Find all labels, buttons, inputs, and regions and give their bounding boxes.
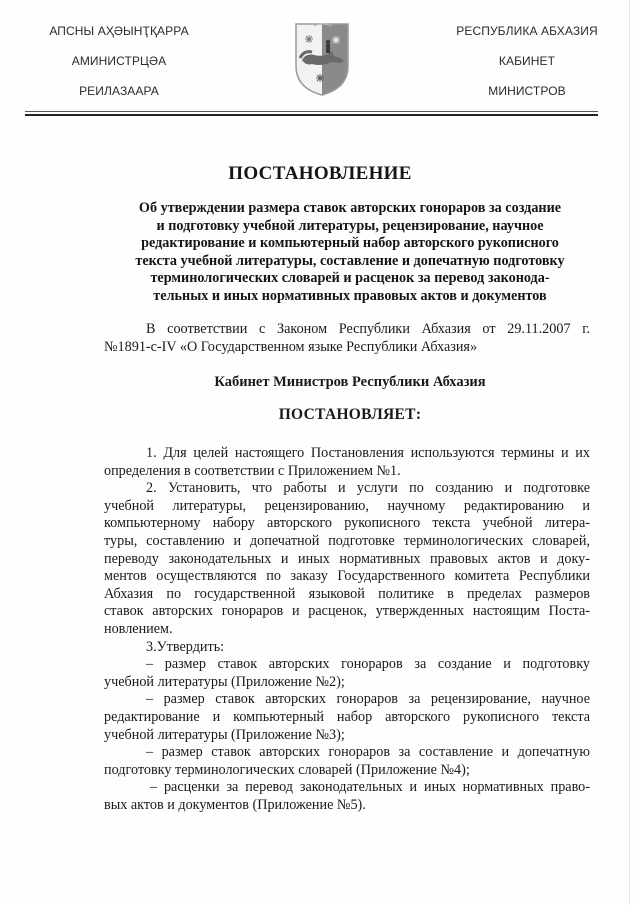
- body-line: Абхазия по государственной языковой политике в пределах размеров: [104, 585, 590, 602]
- clause-3-item-2-cont: [104, 709, 590, 727]
- decree-heading: ПОСТАНОВЛЯЕТ:: [278, 406, 422, 423]
- body-line: учебной литературы (Приложение №3);: [104, 726, 345, 743]
- body-line: учебной литературы, рецензированию, научному редактированию и: [104, 497, 590, 514]
- header-left-line-3: РЕИЛАЗААРА: [79, 84, 159, 98]
- clause-3-item-1-cont: [104, 674, 590, 692]
- body-line: определения в соответствии с Приложением №1.: [104, 462, 401, 479]
- clause-2-cont: [104, 586, 590, 604]
- clause-2-cont: [104, 568, 590, 586]
- body-line: переводу законодательных и иных нормативных правовых актов и доку-: [104, 550, 590, 567]
- clause-3-item-3: [104, 744, 590, 762]
- clause-2-cont: [104, 533, 590, 551]
- body-line: редактирование и компьютерный набор авторского рукописного текста: [104, 708, 590, 725]
- preamble-line: №1891-с-IV «О Государственном языке Республики Абхазия»: [104, 338, 478, 355]
- clause-2-cont: [104, 498, 590, 516]
- clause-3-item-2: [104, 691, 590, 709]
- clause-3: [104, 639, 590, 657]
- header-right-line-2: КАБИНЕТ: [498, 54, 556, 68]
- body-line: – размер ставок авторских гонораров за рецензирование, научное: [146, 691, 590, 708]
- preamble: [104, 321, 590, 356]
- body-line: новлением.: [104, 620, 173, 637]
- document-subject: [110, 200, 590, 306]
- body-line: ставок авторских гонораров и расценок, утвержденных настоящим Поста-: [104, 603, 590, 620]
- clause-1: [104, 445, 590, 463]
- header-russian: [422, 20, 632, 110]
- body-line: вых актов и документов (Приложение №5).: [104, 796, 366, 813]
- subject-line: и подготовку учебной литературы, рецензирование, научное: [156, 217, 544, 234]
- header-right-line-3: МИНИСТРОВ: [488, 84, 566, 98]
- body-line: 2. Установить, что работы и услуги по созданию и подготовке: [146, 480, 590, 497]
- coat-of-arms-icon: [292, 20, 352, 98]
- clause-2-cont: [104, 551, 590, 569]
- clause-2-cont: [104, 515, 590, 533]
- clause-3-item-4-cont: [104, 797, 590, 815]
- body-line: – расценки за перевод законодательных и иных нормативных право-: [150, 779, 590, 796]
- document-title: ПОСТАНОВЛЕНИЕ: [228, 163, 412, 184]
- header-right-line-1: РЕСПУБЛИКА АБХАЗИЯ: [456, 24, 598, 38]
- header-divider-thick: [25, 114, 598, 116]
- clause-1-cont: [104, 463, 590, 481]
- clause-2: [104, 480, 590, 498]
- subject-line: терминологических словарей и расценок за перевод законода-: [150, 270, 550, 287]
- body-line: компьютерному набору авторского рукописного текста учебной литера-: [104, 515, 590, 532]
- preamble-line: В соответствии с Законом Республики Абхазия от 29.11.2007 г.: [146, 321, 590, 337]
- body-line: туры, составлению и допечатной подготовке терминологических словарей,: [104, 532, 590, 549]
- body-line: ментов осуществляются по заказу Государственного комитета Республики: [104, 568, 590, 585]
- clause-3-item-1: [104, 656, 590, 674]
- clause-3-item-2-cont: [104, 727, 590, 745]
- subject-line: редактирование и компьютерный набор авторского рукописного: [141, 235, 559, 252]
- body-line: – размер ставок авторских гонораров за создание и подготовку: [146, 656, 590, 673]
- clause-2-cont: [104, 603, 590, 621]
- header-left-line-1: АПСНЫ АҲӘЫНҬҚАРРА: [49, 24, 189, 38]
- header-left-line-2: АМИНИСТРЦӘА: [71, 54, 167, 68]
- header-abkhaz: [14, 20, 224, 110]
- header-divider-thin: [25, 111, 598, 112]
- clause-3-item-3-cont: [104, 762, 590, 780]
- body-line: учебной литературы (Приложение №2);: [104, 673, 345, 690]
- subject-line: Об утверждении размера ставок авторских гонораров за создание: [138, 200, 562, 216]
- document-body: [104, 445, 590, 814]
- subject-line: тельных и иных нормативных правовых актов и документов: [153, 287, 547, 304]
- subject-line: текста учебной литературы, составление и допечатную подготовку: [135, 252, 565, 269]
- clause-2-cont: [104, 621, 590, 639]
- body-line: подготовку терминологических словарей (Приложение №4);: [104, 761, 470, 778]
- body-line: 3.Утвердить:: [146, 638, 225, 655]
- body-line: – размер ставок авторских гонораров за составление и допечатную: [146, 744, 590, 761]
- clause-3-item-4: [104, 779, 590, 797]
- body-line: 1. Для целей настоящего Постановления используются термины и их: [146, 445, 590, 461]
- page-edge: [629, 0, 630, 905]
- issuer: Кабинет Министров Республики Абхазия: [214, 374, 486, 390]
